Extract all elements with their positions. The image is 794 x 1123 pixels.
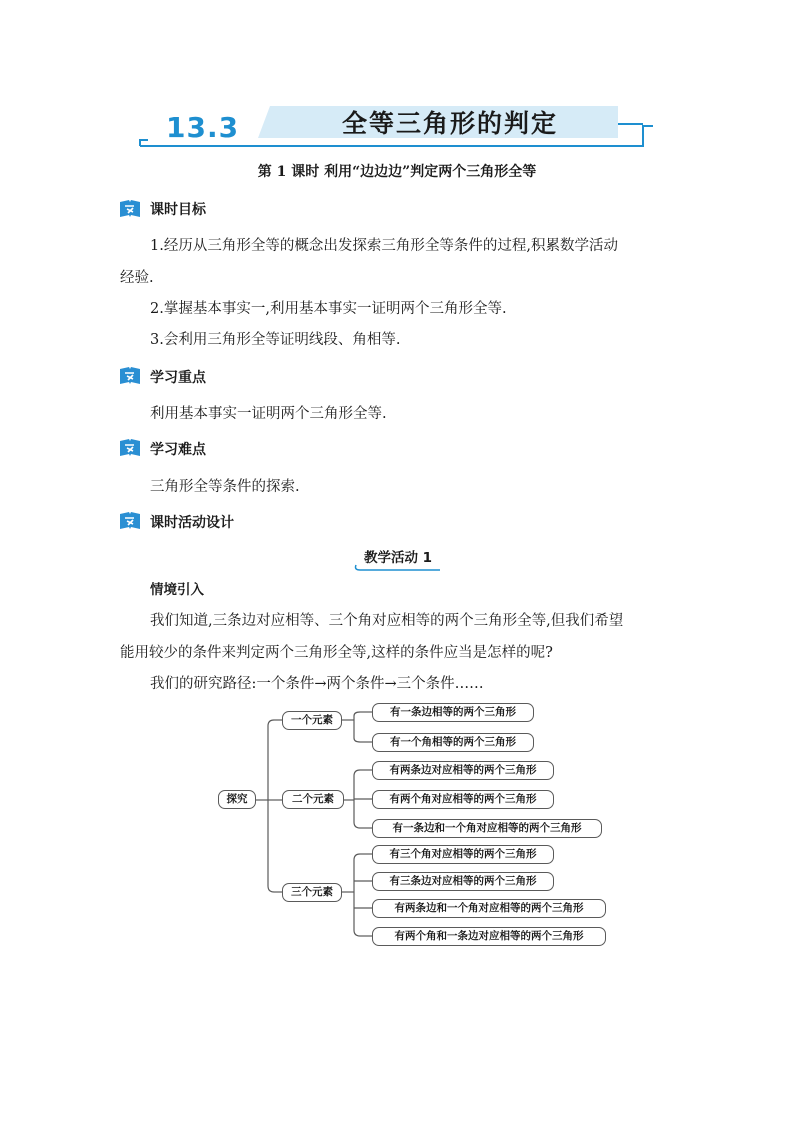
book-icon — [119, 366, 141, 386]
leaf-node: 有一个角相等的两个三角形 — [372, 733, 534, 752]
leaf-node: 有两条边对应相等的两个三角形 — [372, 761, 554, 780]
key-points-heading: 学习重点 — [150, 370, 206, 386]
paragraph-line-3: 我们的研究路径:一个条件→两个条件→三个条件…… — [150, 676, 484, 692]
activity-tag-underline — [352, 564, 444, 572]
goal-item-1-cont: 经验. — [120, 270, 154, 286]
section-title: 全等三角形的判定 — [341, 109, 558, 138]
exploration-tree-diagram — [210, 696, 620, 956]
section-number: 13.3 — [166, 111, 240, 144]
paragraph-line-1: 我们知道,三条边对应相等、三个角对应相等的两个三角形全等,但我们希望 — [150, 613, 624, 629]
book-icon — [119, 438, 141, 458]
diagram-root-node: 探究 — [218, 790, 256, 809]
leaf-node: 有一条边相等的两个三角形 — [372, 703, 534, 722]
lesson-subtitle: 第 1 课时 利用“边边边”判定两个三角形全等 — [257, 164, 537, 180]
key-points-text: 利用基本事实一证明两个三角形全等. — [150, 406, 387, 422]
group-node-two-elements: 二个元素 — [282, 790, 344, 809]
goals-heading: 课时目标 — [150, 202, 206, 218]
activity-tag: 教学活动 1 — [363, 550, 433, 566]
leaf-node: 有两个角和一条边对应相等的两个三角形 — [372, 927, 606, 946]
activity-design-heading: 课时活动设计 — [150, 515, 234, 531]
difficulties-text: 三角形全等条件的探索. — [150, 479, 300, 495]
group-node-three-elements: 三个元素 — [282, 883, 342, 902]
paragraph-line-2: 能用较少的条件来判定两个三角形全等,这样的条件应当是怎样的呢? — [120, 645, 553, 661]
goal-item-1: 1.经历从三角形全等的概念出发探索三角形全等条件的过程,积累数学活动 — [150, 238, 618, 254]
goal-item-3: 3.会利用三角形全等证明线段、角相等. — [150, 332, 401, 348]
difficulties-heading: 学习难点 — [150, 442, 206, 458]
book-icon — [119, 511, 141, 531]
leaf-node: 有一条边和一个角对应相等的两个三角形 — [372, 819, 602, 838]
leaf-node: 有三个角对应相等的两个三角形 — [372, 845, 554, 864]
leaf-node: 有三条边对应相等的两个三角形 — [372, 872, 554, 891]
group-node-one-element: 一个元素 — [282, 711, 342, 730]
leaf-node: 有两条边和一个角对应相等的两个三角形 — [372, 899, 606, 918]
book-icon — [119, 199, 141, 219]
goal-item-2: 2.掌握基本事实一,利用基本事实一证明两个三角形全等. — [150, 301, 507, 317]
leaf-node: 有两个角对应相等的两个三角形 — [372, 790, 554, 809]
intro-heading: 情境引入 — [150, 582, 204, 598]
